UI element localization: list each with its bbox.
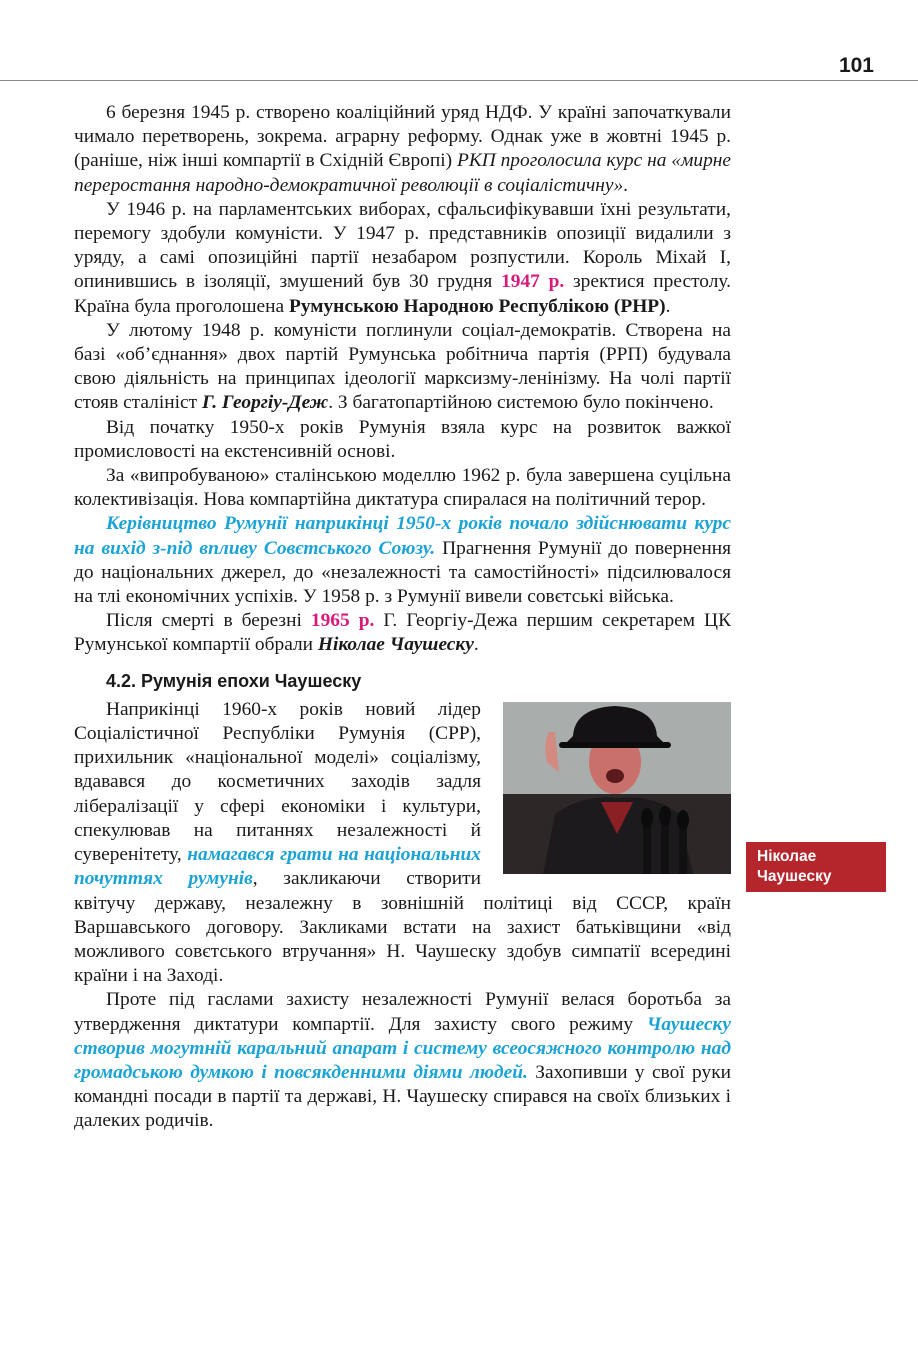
- paragraph-9: [74, 988, 731, 1133]
- text-run: , закликаючи створити квітучу державу, незалежну в зовнішній політиці від СССР, країн Варшавського договору. Закликами встати на захист батьківщини «від можливого совєтського втручання» Н. Чаушеску здобув симпатії всередині країни і на Заході.: [74, 868, 731, 987]
- paragraph-4: Від початку 1950-х років Румунія взяла курс на розвиток важкої промисловості на екстенсивній основі.: [74, 416, 731, 462]
- text-run: .: [665, 295, 671, 317]
- text-run: зректися престолу. Країна була проголошена: [74, 271, 731, 317]
- text-run: Захопивши у свої руки командні посади в партії та державі, Н. Чаушеску спирався на своїх близьких і далеких родичів.: [74, 1061, 731, 1132]
- text-run: Наприкінці 1960-х років новий лідер Соціалістичної Республіки Румунія (СРР), прихильник «національної моделі» соціалізму, вдавався до косметичних заходів задля лібералізації у сфері економіки і культури, спекулював на питаннях незалежності й суверенітету,: [74, 698, 481, 866]
- text-run: .: [623, 174, 629, 196]
- text-run: У 1946 р. на парламентських виборах, сфальсифікувавши їхні результати, перемогу здобули комуністи. У 1947 р. представників опозиції видалили з уряду, а самі опозиційні партії незабаром розпустили. Король Міхай І, опинившись в ізоляції, змушений був 30 грудня: [74, 198, 731, 293]
- sidebar-caption: Ніколае Чаушеску: [746, 842, 886, 892]
- italic-text: РКП проголосила курс на «мирне переростання народно-демократичної революції в соціалістичну»: [74, 150, 731, 196]
- key-statement: намагався грати на національних почуттях румунів: [74, 844, 482, 890]
- header-rule: [0, 80, 918, 81]
- text-run: Прагнення Румунії до повернення до національних джерел, до «незалежності та самостійності» підсилювалося на тлі економічних успіхів. У 1958 р. з Румунії вивели совєтські війська.: [74, 537, 732, 608]
- paragraph-5: За «випробуваною» сталінською моделлю 1962 р. була завершена суцільна колективізація. Нова компартійна диктатура спиралася на політичний терор.: [74, 465, 731, 511]
- text-run: Проте під гаслами захисту незалежності Румунії велася боротьба за утвердження диктатури компартії. Для захисту свого режиму: [74, 989, 731, 1035]
- highlighted-date: 1947 р.: [501, 271, 565, 293]
- paragraph-3: [74, 319, 731, 416]
- paragraph-7: [74, 609, 731, 657]
- key-statement: Керівництво Румунії наприкінці 1950-х років почало здійснювати курс на вихід з-під впливу Совєтського Союзу.: [74, 513, 731, 559]
- ceausescu-photo: [503, 702, 731, 874]
- person-name: Ніколае Чаушеску: [317, 634, 474, 656]
- text-run: 6 березня 1945 р. створено коаліційний уряд НДФ. У країні започаткували чимало перетворень, зокрема. аграрну реформу. Однак уже в жовтні 1945 р. (раніше, ніж інші компартії в Східній Європі): [74, 102, 731, 172]
- bold-term: Румунською Народною Республікою (РНР): [288, 295, 666, 317]
- section-heading: 4.2. Румунія епохи Чаушеску: [106, 670, 362, 691]
- main-text: [74, 101, 731, 1134]
- paragraph-1: [74, 101, 731, 198]
- person-name: Г. Георгіу-Деж: [201, 392, 329, 414]
- portrait-image: [503, 702, 731, 874]
- text-run: .: [473, 634, 479, 656]
- paragraph-6: [74, 512, 731, 609]
- text-run: У лютому 1948 р. комуністи поглинули соціал-демократів. Створена на базі «об’єднання» двох партій Румунська робітнича партія (РРП) будувала свою діяльність на принципах ідеології марксизму-ленінізму. На чолі партії стояв сталініст: [74, 319, 731, 414]
- text-run: Після смерті в березні: [106, 610, 311, 632]
- text-run: . З багатопартійною системою було покінчено.: [328, 392, 714, 414]
- key-statement: Чаушеску створив могутній каральний апарат і систему всеосяжного контролю над громадською думкою і повсякденними діями людей.: [74, 1013, 731, 1083]
- text-run: Г. Георгіу-Дежа першим секретарем ЦК Румунської компартії обрали: [74, 610, 731, 656]
- paragraph-2: [74, 198, 731, 319]
- page-number: 101: [838, 54, 874, 77]
- highlighted-date: 1965 р.: [310, 610, 375, 632]
